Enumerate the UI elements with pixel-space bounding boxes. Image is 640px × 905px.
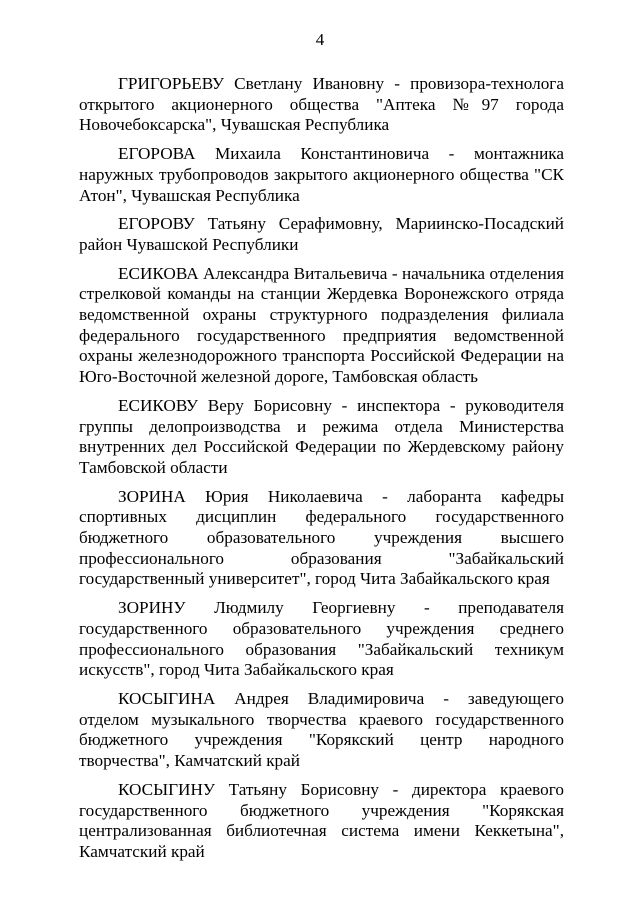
list-entry: КОСЫГИНУ Татьяну Борисовну - директора краевого государственного бюджетного учреждения "Корякская централизованная библиотечная система имени Кеккетына", Камчатский край <box>79 779 564 861</box>
list-entry: ЕСИКОВА Александра Витальевича - начальника отделения стрелковой команды на станции Жердевка Воронежского отряда ведомственной охраны структурного подразделения филиала федерального государственного предприятия ведомственной охраны железнодорожного транспорта Российской Федерации на Юго-Восточной железной дороге, Тамбовская область <box>79 263 564 387</box>
list-entry: ЕГОРОВУ Татьяну Серафимовну, Мариинско-Посадский район Чувашской Республики <box>79 214 564 254</box>
list-entry: КОСЫГИНА Андрея Владимировича - заведующего отделом музыкального творчества краевого государственного бюджетного учреждения "Корякский центр народного творчества", Камчатский край <box>79 688 564 771</box>
list-entry: ЕСИКОВУ Веру Борисовну - инспектора - руководителя группы делопроизводства и режима отдела Министерства внутренних дел Российской Федерации по Жердевскому району Тамбовской области <box>79 395 564 477</box>
list-entry: ГРИГОРЬЕВУ Светлану Ивановну - провизора-технолога открытого акционерного общества "Аптека №97 города Новочебоксарска", Чувашская Республика <box>79 74 564 135</box>
award-list <box>79 74 564 871</box>
list-entry: ЗОРИНУ Людмилу Георгиевну - преподавателя государственного образовательного учреждения среднего профессионального образования "Забайкальский техникум искусств", город Чита Забайкальского края <box>79 598 564 680</box>
page-number: 4 <box>315 30 325 49</box>
list-entry: ЗОРИНА Юрия Николаевича - лаборанта кафедры спортивных дисциплин федерального государственного бюджетного образовательного учреждения высшего профессионального образования "Забайкальский государственный университет", город Чита Забайкальского края <box>79 486 564 589</box>
list-entry: ЕГОРОВА Михаила Константиновича - монтажника наружных трубопроводов закрытого акционерного общества "СК Атон", Чувашская Республика <box>79 144 564 205</box>
